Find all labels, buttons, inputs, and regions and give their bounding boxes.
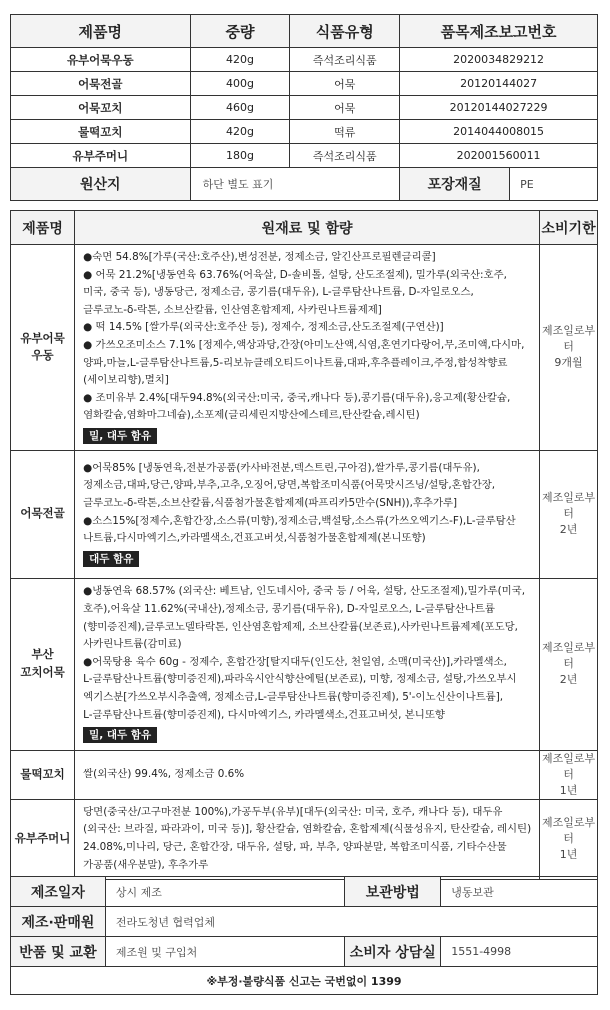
shelf-life: 제조일로부터 9개월	[540, 245, 598, 451]
header-weight: 중량	[190, 15, 290, 48]
packaging-label: 포장재질	[400, 168, 510, 200]
product-report-number: 20120144027229	[400, 96, 598, 120]
table-row	[11, 578, 598, 750]
shelf-life: 제조일로부터 2년	[540, 578, 598, 750]
mfg-date-value: 상시 제조	[105, 877, 345, 907]
mfg-date-label: 제조일자	[11, 877, 106, 907]
table-row	[11, 450, 598, 578]
header-product-name: 제품명	[11, 15, 191, 48]
footer-notice-row	[11, 967, 598, 995]
product-report-number: 202001560011	[400, 144, 598, 168]
origin-label-text: 원산지	[80, 177, 121, 193]
product-weight: 420g	[190, 48, 290, 72]
summary-header-row	[11, 15, 598, 48]
product-report-number: 2020034829212	[400, 48, 598, 72]
table-row	[11, 96, 598, 120]
storage-label: 보관방법	[345, 877, 441, 907]
maker-value: 전라도청년 협력업체	[105, 907, 597, 937]
header-food-type: 식품유형	[290, 15, 400, 48]
origin-label	[11, 168, 191, 201]
footer-info-table	[10, 876, 598, 995]
footer-row	[11, 877, 598, 907]
ingredient-list: ●어묵85% [냉동연육,전분가공품(카사바전분,덱스트린,구아검),쌀가루,콩기름(대두유), 정제소금,대파,당근,양파,부추,고추,오징어,당면,복합조미식품(어묵맛시즈닝/설탕,혼합간장, 글루코노-δ-락톤,소브산칼륨,식품첨가물혼합제제(파프리카5만수(SNH)),후추가루] ●소스15%[정제수,혼합간장,소스류(미향),정제소금,백설탕,소스류(가쓰오엑기스-F),L-글루탐산 나트륨,다시마엑기스,카라멜색소,건표고버섯,식품첨가물혼합제제(본니또향) 대두 함유	[75, 450, 540, 578]
ingredient-list: 쌀(외국산) 99.4%, 정제소금 0.6%	[75, 750, 540, 799]
table-row	[11, 48, 598, 72]
product-summary-table	[10, 14, 598, 201]
product-report-number: 2014044008015	[400, 120, 598, 144]
product-name: 어묵꼬치	[11, 96, 191, 120]
packaging-cell	[400, 168, 598, 201]
returns-label: 반품 및 교환	[11, 937, 106, 967]
table-row	[11, 750, 598, 799]
header-ingredients: 원재료 및 함량	[75, 211, 540, 245]
product-type: 즉석조리식품	[290, 144, 400, 168]
maker-label: 제조·판매원	[11, 907, 106, 937]
product-type: 어묵	[290, 72, 400, 96]
product-name: 유부주머니	[11, 144, 191, 168]
product-type: 즉석조리식품	[290, 48, 400, 72]
product-weight: 460g	[190, 96, 290, 120]
product-name: 물떡꼬치	[11, 750, 75, 799]
product-weight: 420g	[190, 120, 290, 144]
footer-row	[11, 937, 598, 967]
table-row	[11, 72, 598, 96]
product-name: 어묵전골	[11, 450, 75, 578]
product-weight: 400g	[190, 72, 290, 96]
footer-row	[11, 907, 598, 937]
storage-value: 냉동보관	[441, 877, 598, 907]
product-name: 어묵전골	[11, 72, 191, 96]
origin-packaging-row	[11, 168, 598, 201]
ingredient-list: 당면(중국산/고구마전분 100%),가공두부(유부)[대두(외국산: 미국, 호주, 캐나다 등), 대두유 (외국산: 브라질, 파라과이, 미국 등)], 황산칼슘, 염화칼슘, 혼합제제(식물성유지, 탄산칼슘, 레시틴) 24.08%,미나리, 당근, 혼합간장, 대두유, 설탕, 파, 부추, 양파분말, 복합조미식품, 기타수산물 가공품(새우분말), 후추가루	[75, 799, 540, 879]
ingredients-header-row	[11, 211, 598, 245]
product-name: 유부어묵 우동	[11, 245, 75, 451]
header-shelf-life: 소비기한	[540, 211, 598, 245]
shelf-life: 제조일로부터 2년	[540, 450, 598, 578]
product-weight: 180g	[190, 144, 290, 168]
product-name: 유부어묵우동	[11, 48, 191, 72]
ingredient-list: ●숙면 54.8%[가루(국산:호주산),변성전분, 정제소금, 알긴산프로필렌글리콜] ● 어묵 21.2%[냉동연육 63.76%(어육살, D-솔비톨, 설탕, 산도조절제), 밀가루(외국산:호주, 미국, 중국 등), 냉동당근, 정제소금, 콩기름(대두유), L-글루탐산나트륨, D-자일로오스, 글루코노-δ-락톤, 소브산칼륨, 인산염혼합제제, 사카린나트륨제제] ● 떡 14.5% [쌀가루(외국산:호주산 등), 정제수, 정제소금,산도조절제(구연산)] ● 가쓰오조미소스 7.1% [정제수,액상과당,간장(아미노산액,식염,혼연기다랑어,무,조미액,다시마, 양파,마늘,L-글루탐산나트륨,5-리보뉴클레오티드이나트륨,대파,후추플레이크,주정,합성착향료 (세이보리향),멸치] ● 조미유부 2.4%[대두94.8%(외국산:미국, 중국,캐나다 등),콩기름(대두유),응고제(황산칼슘, 염화칼슘,염화마그네슘),소포제(글리세린지방산에스테르,탄산칼슘,레시틴) 밀, 대두 함유	[75, 245, 540, 451]
report-notice: ※부정·불량식품 신고는 국번없이 1399	[11, 967, 598, 995]
product-name: 유부주머니	[11, 799, 75, 879]
table-row	[11, 144, 598, 168]
consult-phone: 1551-4998	[441, 937, 598, 967]
allergy-badge: 밀, 대두 함유	[83, 727, 157, 743]
allergy-badge: 대두 함유	[83, 551, 139, 567]
ingredients-table	[10, 210, 598, 880]
shelf-life: 제조일로부터 1년	[540, 799, 598, 879]
origin-value: 하단 별도 표기	[190, 168, 400, 201]
allergy-badge: 밀, 대두 함유	[83, 428, 157, 444]
returns-value: 제조원 및 구입처	[105, 937, 345, 967]
packaging-value: PE	[520, 177, 534, 191]
consult-label: 소비자 상담실	[345, 937, 441, 967]
table-row	[11, 245, 598, 451]
ingredient-list: ●냉동연육 68.57% (외국산: 베트남, 인도네시아, 중국 등 / 어육, 설탕, 산도조절제),밀가루(미국, 호주),어육살 11.62%(국내산),정제소금, 콩기름(대두유), D-자일로오스, L-글루탐산나트륨 (향미증진제),글루코노델타락톤, 인산염혼합제제, 소브산칼륨(보존료),사카린나트륨제제(포도당, 사카린나트륨(감미료) ●어묵탕용 육수 60g - 정제수, 혼합간장[탈지대두(인도산, 천일염, 소맥(미국산)],카라멜색소, L-글루탐산나트륨(향미증진제),파라옥시안식향산에틸(보존료), 미향, 정제소금, 설탕,가쓰오부시 엑기스분[가쓰오부시추출액, 정제소금,L-글루탐산나트륨(향미증진제), 5'-이노신산이나트륨], L-글루탐산나트륨(향미증진제), 다시마엑기스, 카라멜색소,건표고버섯, 본니또향 밀, 대두 함유	[75, 578, 540, 750]
product-type: 떡류	[290, 120, 400, 144]
header-report-number: 품목제조보고번호	[400, 15, 598, 48]
product-type: 어묵	[290, 96, 400, 120]
shelf-life: 제조일로부터 1년	[540, 750, 598, 799]
product-name: 물떡꼬치	[11, 120, 191, 144]
product-name: 부산 꼬치어묵	[11, 578, 75, 750]
product-report-number: 20120144027	[400, 72, 598, 96]
table-row	[11, 799, 598, 879]
table-row	[11, 120, 598, 144]
header-product-name: 제품명	[11, 211, 75, 245]
